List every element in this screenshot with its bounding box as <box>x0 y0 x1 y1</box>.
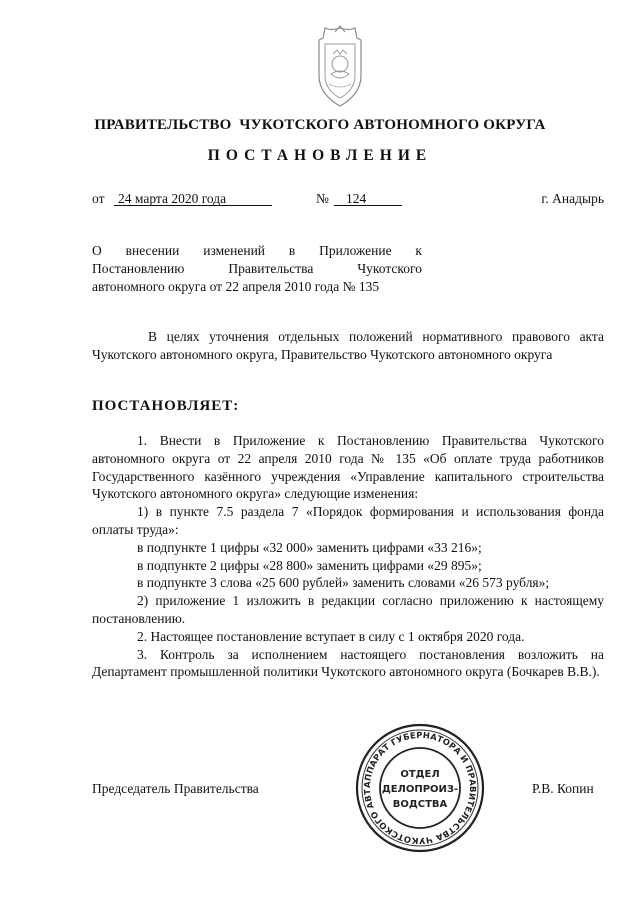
decree-body <box>92 432 604 681</box>
stamp-center-line: ВОДСТВА <box>392 799 448 810</box>
official-stamp <box>354 722 486 854</box>
preamble-text: В целях уточнения отдельных положений нормативного правового акта Чукотского автономного округа, Правительство Чукотского автономного округа <box>92 329 604 362</box>
item-1: 1. Внести в Приложение к Постановлению Правительства Чукотского автономного округа от 22 апреля 2010 года № 135 «Об оплате труда работников Государственного казённого учреждения «Управление капитального строительства Чукотского автономного округа» следующие изменения: <box>92 433 604 502</box>
signatory-position: Председатель Правительства <box>92 781 259 796</box>
item-1-2: 2) приложение 1 изложить в редакции согласно приложению к настоящему постановлению. <box>92 593 604 626</box>
subject-line: О внесении изменений в Приложение к <box>92 243 422 258</box>
decree-date: 24 марта 2020 года <box>114 190 272 206</box>
item-2: 2. Настоящее постановление вступает в силу с 1 октября 2020 года. <box>137 628 525 644</box>
item-1-1: 1) в пункте 7.5 раздела 7 «Порядок формирования и использования фонда оплаты труда»: <box>92 504 604 537</box>
number-sign: № <box>316 191 329 206</box>
stamp-ring-text: АППАРАТ ГУБЕРНАТОРА И ПРАВИТЕЛЬСТВА ЧУКОТСКОГО АВТ <box>361 729 479 847</box>
city: г. Анадырь <box>541 191 604 206</box>
decree-subject <box>92 242 422 296</box>
coat-of-arms-emblem <box>307 24 373 110</box>
document-type: ПОСТАНОВЛЕНИЕ <box>207 147 433 164</box>
signatory-name: Р.В. Копин <box>532 781 594 796</box>
subitem-3: в подпункте 3 слова «25 600 рублей» заменить словами «26 573 рубля»; <box>137 575 550 591</box>
stamp-center-line: ОТДЕЛ <box>400 769 440 780</box>
subject-line: автономного округа от 22 апреля 2010 года № 135 <box>92 279 380 294</box>
government-name: ПРАВИТЕЛЬСТВО ЧУКОТСКОГО АВТОНОМНОГО ОКРУГА <box>94 117 546 133</box>
subitem-1: в подпункте 1 цифры «32 000» заменить цифрами «33 216»; <box>137 539 482 555</box>
item-3: 3. Контроль за исполнением настоящего постановления возложить на Департамент промышленной политики Чукотского автономного округа (Бочкарев В.В.). <box>92 646 604 680</box>
resolves-heading: ПОСТАНОВЛЯЕТ: <box>92 398 240 414</box>
stamp-center-line: ДЕЛОПРОИЗ- <box>381 784 459 795</box>
from-label: от <box>92 191 105 206</box>
subject-line: Постановлению Правительства Чукотского <box>92 261 422 276</box>
date-number-line <box>92 190 604 210</box>
subitem-2: в подпункте 2 цифры «28 800» заменить цифрами «29 895»; <box>137 557 482 573</box>
decree-number: 124 <box>334 190 402 206</box>
preamble <box>92 328 604 364</box>
